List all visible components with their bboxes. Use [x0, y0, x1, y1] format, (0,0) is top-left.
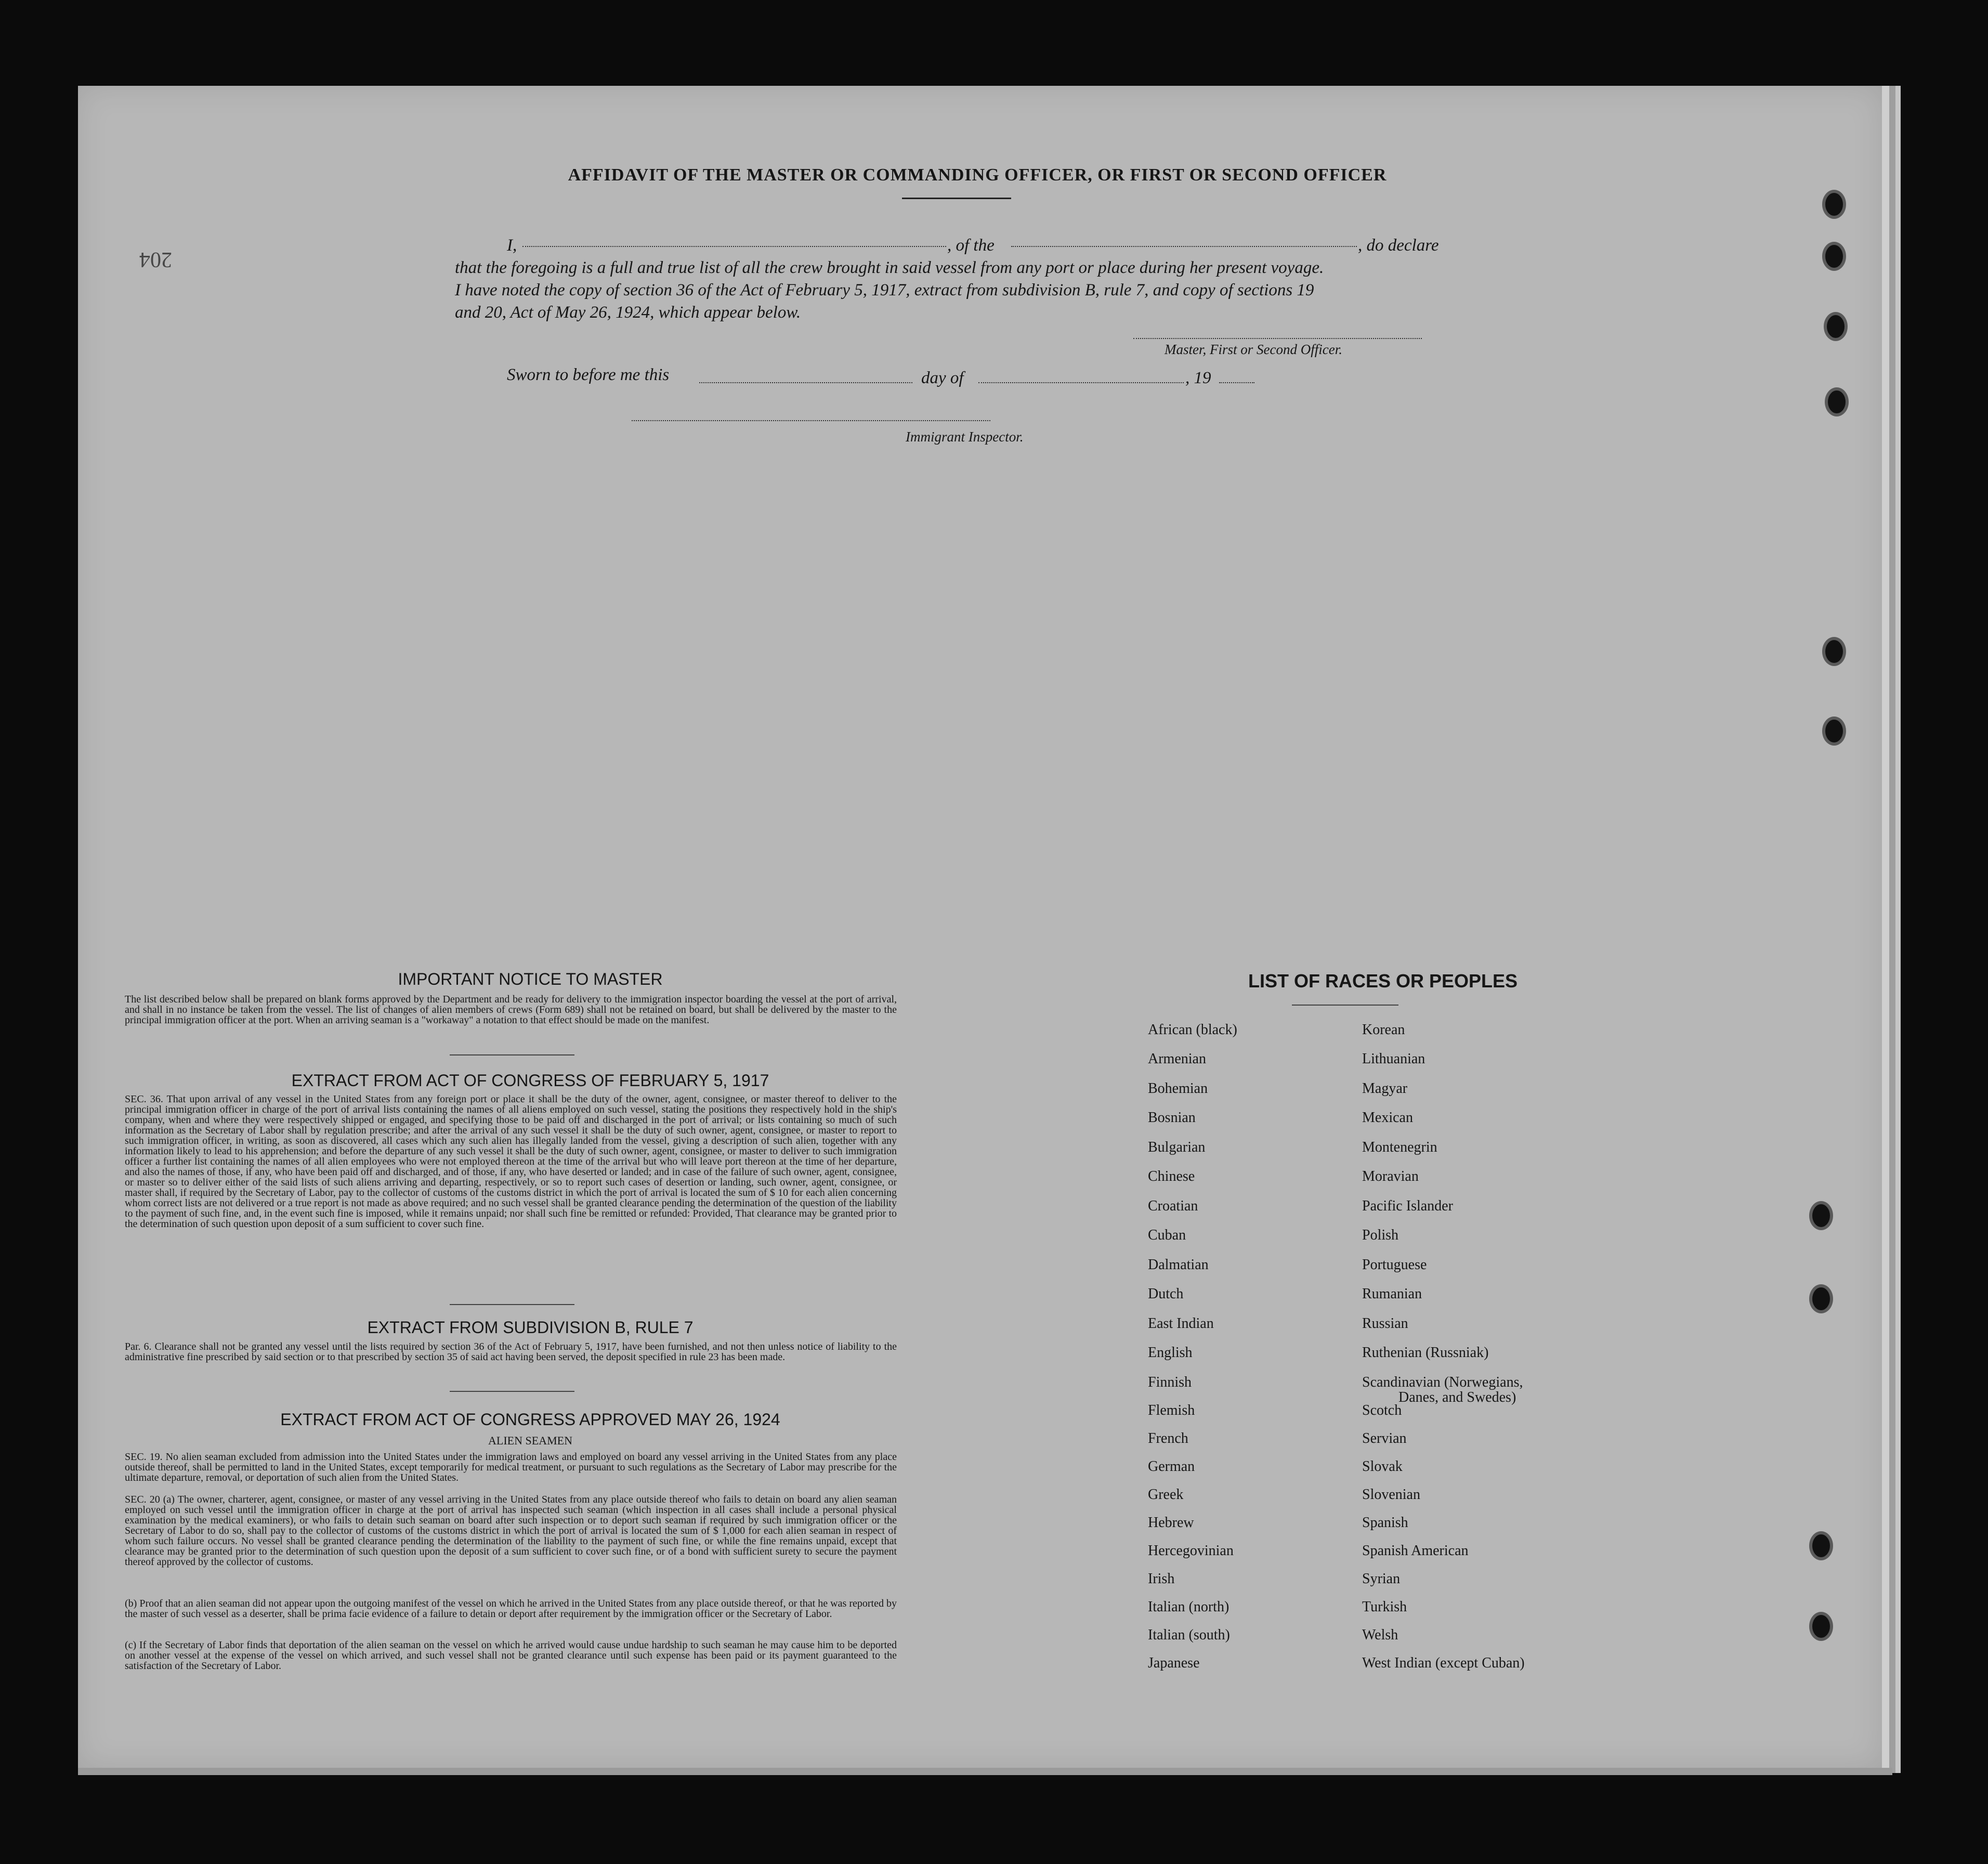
race-item: West Indian (except Cuban) [1362, 1655, 1525, 1671]
sworn-day-label: day of [921, 369, 964, 387]
sworn-month-blank[interactable] [978, 382, 1184, 383]
binder-hole-icon [1809, 1284, 1833, 1313]
race-item: Bohemian [1148, 1080, 1208, 1097]
page-edge [1882, 86, 1889, 1773]
race-item: Polish [1362, 1227, 1399, 1243]
race-item: East Indian [1148, 1315, 1214, 1332]
binder-hole-icon [1822, 716, 1846, 746]
race-item: Syrian [1362, 1571, 1401, 1587]
binder-hole-icon [1809, 1201, 1833, 1230]
sworn-year-label: , 19 [1185, 369, 1211, 387]
race-item: Scandinavian (Norwegians, [1362, 1374, 1523, 1390]
sec20a-text: SEC. 20 (a) The owner, charterer, agent, consignee, or master of any vessel arriving in the United States from any place outside thereof who fails to detain on board any alien seaman employed on such vessel until the immigration officer in charge at the port of arrival has inspected such seaman (which inspection in all cases shall include a personal physical examination by the medical examiners), or who fails to detain such seaman on board after such inspection or to deport such seaman if required by such immigration officer or the Secretary of Labor to do so, shall pay to the collector of customs of the customs district in which the port of arrival is located the sum of $ 1,000 for each alien seaman in respect of whom such failure occurs. No vessel shall be granted clearance pending the determination of the liability to the payment of such fine, or while the fine remains unpaid, except that clearance may be granted prior to the determination of such question upon the deposit of a sum sufficient to cover such fine, or of a bond with sufficient surety to secure the payment thereof approved by the collector of customs. [125, 1494, 897, 1568]
race-item: Servian [1362, 1430, 1407, 1446]
race-item: Lithuanian [1362, 1051, 1425, 1067]
sec20b-text: (b) Proof that an alien seaman did not appear upon the outgoing manifest of the vessel on which he arrived in the United States from any place outside thereof, or that he was reported by the master of such vessel as a deserter, shall be prima facie evidence of a failure to detain or deport after requirement by the immigration officer or the Secretary of Labor. [125, 1598, 897, 1620]
race-item: Hercegovinian [1148, 1543, 1234, 1559]
extract-1924-title: EXTRACT FROM ACT OF CONGRESS APPROVED MAY 26, 1924 [280, 1410, 780, 1429]
race-item: Dutch [1148, 1286, 1184, 1302]
race-item: Italian (south) [1148, 1627, 1230, 1643]
race-item: Italian (north) [1148, 1599, 1230, 1615]
affidavit-declare-label: , do declare [1358, 236, 1439, 255]
page-edge [1889, 86, 1895, 1773]
race-item: Dalmatian [1148, 1257, 1209, 1273]
race-item: Chinese [1148, 1168, 1195, 1184]
race-item: Russian [1362, 1315, 1408, 1332]
race-item: Welsh [1362, 1627, 1398, 1643]
race-item: Turkish [1362, 1599, 1407, 1615]
race-item: Bosnian [1148, 1110, 1196, 1126]
affidavit-title: AFFIDAVIT OF THE MASTER OR COMMANDING OFFICER, OR FIRST OR SECOND OFFICER [568, 165, 1387, 185]
margin-number: 204 [139, 247, 172, 271]
race-item: Pacific Islander [1362, 1198, 1453, 1214]
race-item: Flemish [1148, 1402, 1195, 1418]
race-item: German [1148, 1458, 1195, 1475]
divider [450, 1391, 574, 1392]
race-item: French [1148, 1430, 1188, 1446]
binder-hole-icon [1824, 312, 1848, 341]
affidavit-line-3: I have noted the copy of section 36 of the Act of February 5, 1917, extract from subdivision B, rule 7, and copy of sections 19 [455, 281, 1314, 299]
race-item: Moravian [1362, 1168, 1419, 1184]
race-item: Finnish [1148, 1374, 1192, 1390]
race-item: Rumanian [1362, 1286, 1422, 1302]
race-item: Bulgarian [1148, 1139, 1206, 1155]
binder-hole-icon [1809, 1531, 1833, 1560]
race-item: Mexican [1362, 1110, 1413, 1126]
master-signature-label: Master, First or Second Officer. [1165, 342, 1342, 357]
race-item: Spanish [1362, 1515, 1408, 1531]
divider [450, 1054, 574, 1055]
extract-1924-subtitle: ALIEN SEAMEN [488, 1434, 572, 1447]
rule7-title: EXTRACT FROM SUBDIVISION B, RULE 7 [367, 1318, 694, 1337]
vessel-blank[interactable] [1011, 246, 1357, 247]
race-item: Cuban [1148, 1227, 1186, 1243]
master-signature-line[interactable] [1133, 338, 1422, 339]
race-item: Japanese [1148, 1655, 1200, 1671]
title-rule [902, 198, 1011, 199]
race-item: Danes, and Swedes) [1398, 1389, 1516, 1405]
sworn-label: Sworn to before me this [507, 366, 670, 384]
extract-1917-text: SEC. 36. That upon arrival of any vessel in the United States from any foreign port or place it shall be the duty of the owner, agent, consignee, or master thereof to deliver to the principal immigration officer in charge of the port of arrival lists containing the names of all aliens employed on such vessel, stating the positions they respectively hold in the ship's company, when and where they were respectively shipped or engaged, and specifying those to be paid off and discharged in the port of arrival; or lists containing so much of such information as the Secretary of Labor shall by regulation prescribe; and after the arrival of any such vessel it shall be the duty of such owner, agent, consignee, or master to report to such immigration officer, in writing, as soon as discovered, all cases which any such alien has illegally landed from the vessel, giving a description of such alien, together with any information likely to lead to his apprehension; and before the departure of any such vessel it shall be the duty of such owner, agent, consignee, or master to deliver to such immigration officer a further list containing the names of all alien employees who were not employed thereon at the time of the arrival but who will leave port thereon at the time of her departure, and also the names of those, if any, who have been paid off and discharged, and of those, if any, who have deserted or landed; and in case of the failure of such owner, agent, consignee, or master so to deliver either of the said lists of such aliens arriving and departing, respectively, or so to report such cases of desertion or landing, such owner, agent, consignee, or master shall, if required by the Secretary of Labor, pay to the collector of customs of the customs district in which the port of arrival is located the sum of $ 10 for each alien concerning whom correct lists are not delivered or a true report is not made as above required; and no such vessel shall be granted clearance pending the determination of the question of the liability to the payment of such fine, and, in the event such fine is imposed, while it remains unpaid; nor shall such fine be remitted or refunded: Provided, That clearance may be granted prior to the determination of such question upon deposit of a sum sufficient to cover such fine. [125, 1093, 897, 1230]
divider [1292, 1005, 1398, 1006]
name-blank[interactable] [522, 246, 946, 247]
race-item: Slovenian [1362, 1487, 1420, 1503]
race-item: Slovak [1362, 1458, 1403, 1475]
sec19-text: SEC. 19. No alien seaman excluded from admission into the United States under the immigration laws and employed on board any vessel arriving in the United States from any place outside thereof, shall be permitted to land in the United States, except temporarily for medical treatment, or pursuant to such regulations as the Secretary of Labor may prescribe for the ultimate departure, removal, or deportation of such alien from the United States. [125, 1451, 897, 1483]
race-item: Croatian [1148, 1198, 1198, 1214]
page-edge [1895, 86, 1901, 1773]
affidavit-line-2: that the foregoing is a full and true list of all the crew brought in said vessel from any port or place during her present voyage. [455, 258, 1324, 277]
page-bottom-edge [78, 1768, 1892, 1775]
race-item: African (black) [1148, 1022, 1237, 1038]
race-item: Scotch [1362, 1402, 1402, 1418]
races-title: LIST OF RACES OR PEOPLES [1248, 970, 1518, 992]
rule7-text: Par. 6. Clearance shall not be granted any vessel until the lists required by section 36 of the Act of February 5, 1917, have been furnished, and not then unless notice of liability to the administrative fine prescribed by said section or to that prescribed by section 35 of said act having been served, the deposit specified in rule 23 has been made. [125, 1341, 897, 1363]
race-item: Greek [1148, 1487, 1184, 1503]
race-item: English [1148, 1345, 1193, 1361]
notice-title: IMPORTANT NOTICE TO MASTER [398, 970, 663, 988]
inspector-signature-label: Immigrant Inspector. [906, 429, 1024, 445]
binder-hole-icon [1822, 190, 1846, 219]
affidavit-line-4: and 20, Act of May 26, 1924, which appear below. [455, 303, 801, 322]
race-item: Ruthenian (Russniak) [1362, 1345, 1489, 1361]
race-item: Armenian [1148, 1051, 1206, 1067]
sec20c-text: (c) If the Secretary of Labor finds that deportation of the alien seaman on the vessel on which he arrived would cause undue hardship to such seaman he may cause him to be deported on another vessel at the expense of the vessel on which arrived, and such vessel shall not be granted clearance until such expense has been paid or its payment guaranteed to the satisfaction of the Secretary of Labor. [125, 1639, 897, 1672]
notice-text: The list described below shall be prepared on blank forms approved by the Department and be ready for delivery to the immigration inspector boarding the vessel at the port of arrival, and shall in no instance be taken from the vessel. The list of changes of alien members of crews (Form 689) shall not be retained on board, but shall be delivered by the master to the principal immigration officer at the port. When an arriving seaman is a "workaway" a notation to that effect should be made on the manifest. [125, 994, 897, 1026]
race-item: Hebrew [1148, 1515, 1194, 1531]
binder-hole-icon [1825, 387, 1849, 416]
race-item: Magyar [1362, 1080, 1408, 1097]
sworn-day-blank[interactable] [699, 382, 912, 383]
race-item: Korean [1362, 1022, 1405, 1038]
divider [450, 1304, 574, 1305]
binder-hole-icon [1822, 637, 1846, 666]
affidavit-i-label: I, [507, 236, 517, 255]
race-item: Irish [1148, 1571, 1175, 1587]
binder-hole-icon [1809, 1612, 1833, 1641]
race-item: Portuguese [1362, 1257, 1427, 1273]
binder-hole-icon [1822, 242, 1846, 271]
race-item: Spanish American [1362, 1543, 1469, 1559]
affidavit-of-the-label: , of the [947, 236, 995, 255]
inspector-signature-line[interactable] [632, 420, 990, 421]
sworn-year-blank[interactable] [1219, 382, 1254, 383]
extract-1917-title: EXTRACT FROM ACT OF CONGRESS OF FEBRUARY 5, 1917 [291, 1071, 769, 1090]
race-item: Montenegrin [1362, 1139, 1437, 1155]
